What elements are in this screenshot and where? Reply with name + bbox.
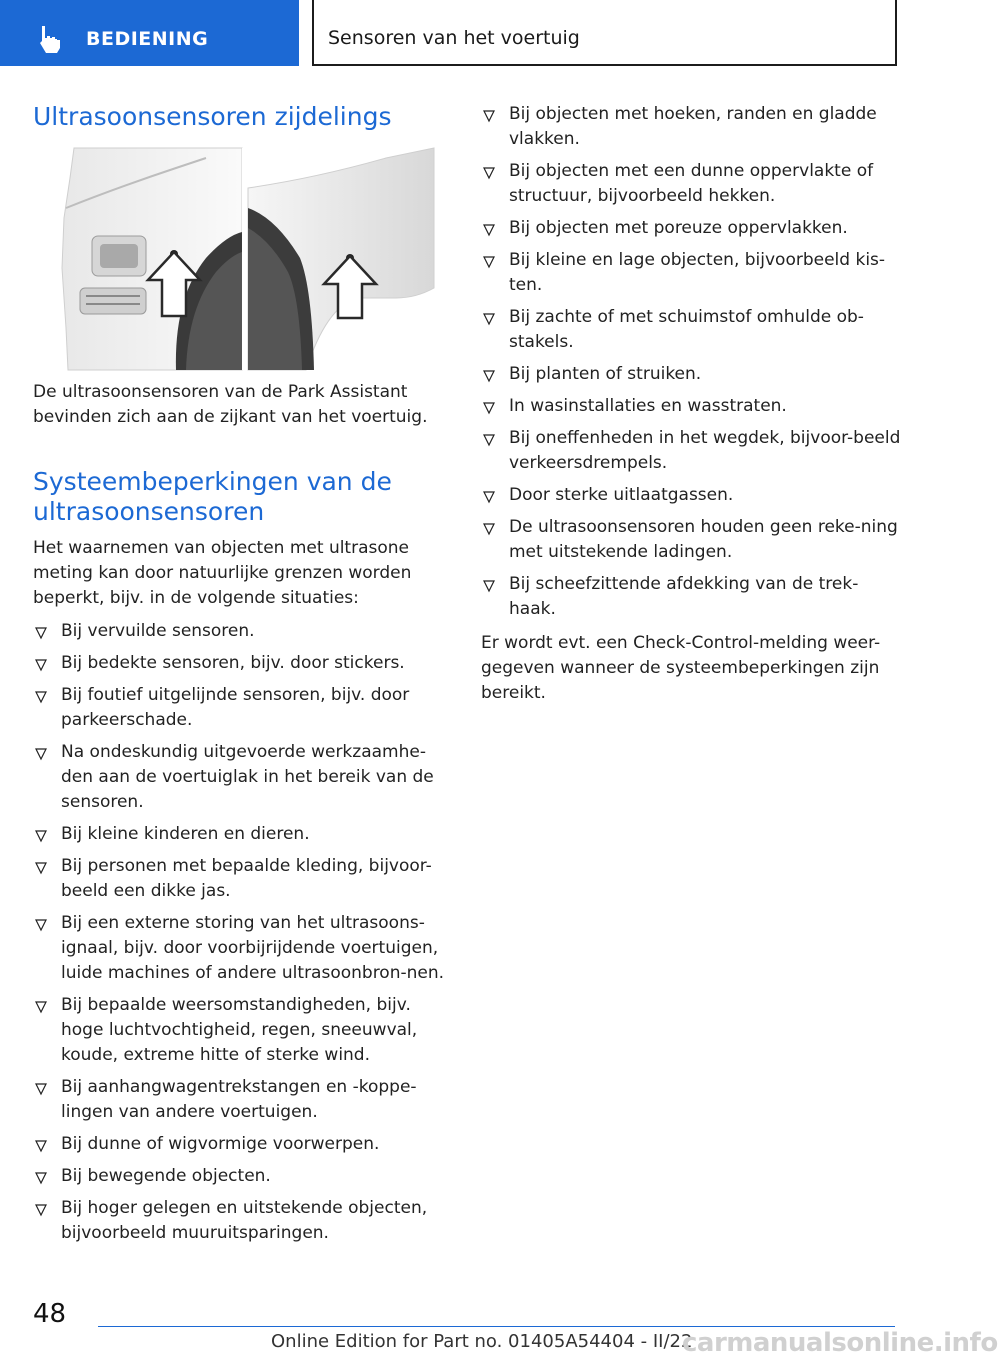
side-ultrasonic-sensor-figure <box>56 148 434 370</box>
triangle-bullet-icon <box>35 1083 47 1095</box>
list-item: Bij aanhangwagentrekstangen en -koppe-lingen van andere voertuigen. <box>33 1075 453 1125</box>
triangle-bullet-icon <box>35 748 47 760</box>
triangle-bullet-icon <box>35 862 47 874</box>
chapter-title: Sensoren van het voertuig <box>328 27 580 49</box>
list-item: Bij objecten met hoeken, randen en gladde vlakken. <box>481 102 901 152</box>
limitations-list-right <box>481 102 901 629</box>
triangle-bullet-icon <box>35 1204 47 1216</box>
triangle-bullet-icon <box>483 434 495 446</box>
list-item: Bij planten of struiken. <box>481 362 901 387</box>
limitations-list-left <box>33 619 453 1253</box>
triangle-bullet-icon <box>35 1001 47 1013</box>
triangle-bullet-icon <box>483 224 495 236</box>
list-item: Bij bepaalde weersomstandigheden, bijv. hoge luchtvochtigheid, regen, sneeuwval, koude, extreme hitte of sterke wind. <box>33 993 453 1068</box>
list-item: Door sterke uitlaatgassen. <box>481 483 901 508</box>
page-number: 48 <box>33 1299 67 1329</box>
list-item: Bij bedekte sensoren, bijv. door stickers. <box>33 651 453 676</box>
edition-text: Online Edition for Part no. 01405A54404 - II/22 <box>271 1331 693 1352</box>
subsection-heading: Systeembeperkingen van de ultrasoonsensoren <box>33 467 392 526</box>
triangle-bullet-icon <box>35 1140 47 1152</box>
list-item: Bij foutief uitgelijnde sensoren, bijv. door parkeerschade. <box>33 683 453 733</box>
watermark-logo: carmanualsonline.info <box>682 1328 998 1358</box>
list-item: Bij een externe storing van het ultrasoons-ignaal, bijv. door voorbijrijdende voertuigen, luide machines of andere ultrasoonbron-nen. <box>33 911 453 986</box>
list-item: Bij scheefzittende afdekking van de trek-haak. <box>481 572 901 622</box>
triangle-bullet-icon <box>35 1172 47 1184</box>
chapter-tab <box>312 0 897 66</box>
triangle-bullet-icon <box>483 110 495 122</box>
triangle-bullet-icon <box>483 580 495 592</box>
triangle-bullet-icon <box>35 830 47 842</box>
triangle-bullet-icon <box>483 370 495 382</box>
pointing-hand-icon <box>36 24 68 56</box>
list-item: Bij objecten met een dunne oppervlakte of structuur, bijvoorbeeld hekken. <box>481 159 901 209</box>
list-item: Bij kleine kinderen en dieren. <box>33 822 453 847</box>
triangle-bullet-icon <box>35 627 47 639</box>
list-item: Bij hoger gelegen en uitstekende objecten, bijvoorbeeld muuruitsparingen. <box>33 1196 453 1246</box>
list-item: Bij vervuilde sensoren. <box>33 619 453 644</box>
triangle-bullet-icon <box>35 691 47 703</box>
section-heading: Ultrasoonsensoren zijdelings <box>33 102 392 131</box>
list-item: In wasinstallaties en wasstraten. <box>481 394 901 419</box>
triangle-bullet-icon <box>483 256 495 268</box>
list-item: Bij zachte of met schuimstof omhulde ob-stakels. <box>481 305 901 355</box>
triangle-bullet-icon <box>483 402 495 414</box>
list-item: De ultrasoonsensoren houden geen reke-ning met uitstekende ladingen. <box>481 515 901 565</box>
intro-paragraph: De ultrasoonsensoren van de Park Assistant bevinden zich aan de zijkant van het voertuig. <box>33 382 428 427</box>
triangle-bullet-icon <box>483 491 495 503</box>
section-tab[interactable] <box>0 0 299 66</box>
list-item: Bij bewegende objecten. <box>33 1164 453 1189</box>
triangle-bullet-icon <box>35 659 47 671</box>
list-item: Bij personen met bepaalde kleding, bijvoor-beeld een dikke jas. <box>33 854 453 904</box>
triangle-bullet-icon <box>483 523 495 535</box>
section-label: BEDIENING <box>86 28 209 50</box>
list-item: Na ondeskundig uitgevoerde werkzaamhe-den aan de voertuiglak in het bereik van de sensoren. <box>33 740 453 815</box>
triangle-bullet-icon <box>483 167 495 179</box>
triangle-bullet-icon <box>35 919 47 931</box>
closing-paragraph: Er wordt evt. een Check-Control-melding weer-gegeven wanneer de systeembeperkingen zijn bereikt. <box>481 633 881 703</box>
list-item: Bij kleine en lage objecten, bijvoorbeeld kis-ten. <box>481 248 901 298</box>
list-item: Bij objecten met poreuze oppervlakken. <box>481 216 901 241</box>
body-paragraph: Het waarnemen van objecten met ultrasone meting kan door natuurlijke grenzen worden beperkt, bijv. in de volgende situaties: <box>33 538 412 608</box>
triangle-bullet-icon <box>483 313 495 325</box>
list-item: Bij oneffenheden in het wegdek, bijvoor-beeld verkeersdrempels. <box>481 426 901 476</box>
list-item: Bij dunne of wigvormige voorwerpen. <box>33 1132 453 1157</box>
